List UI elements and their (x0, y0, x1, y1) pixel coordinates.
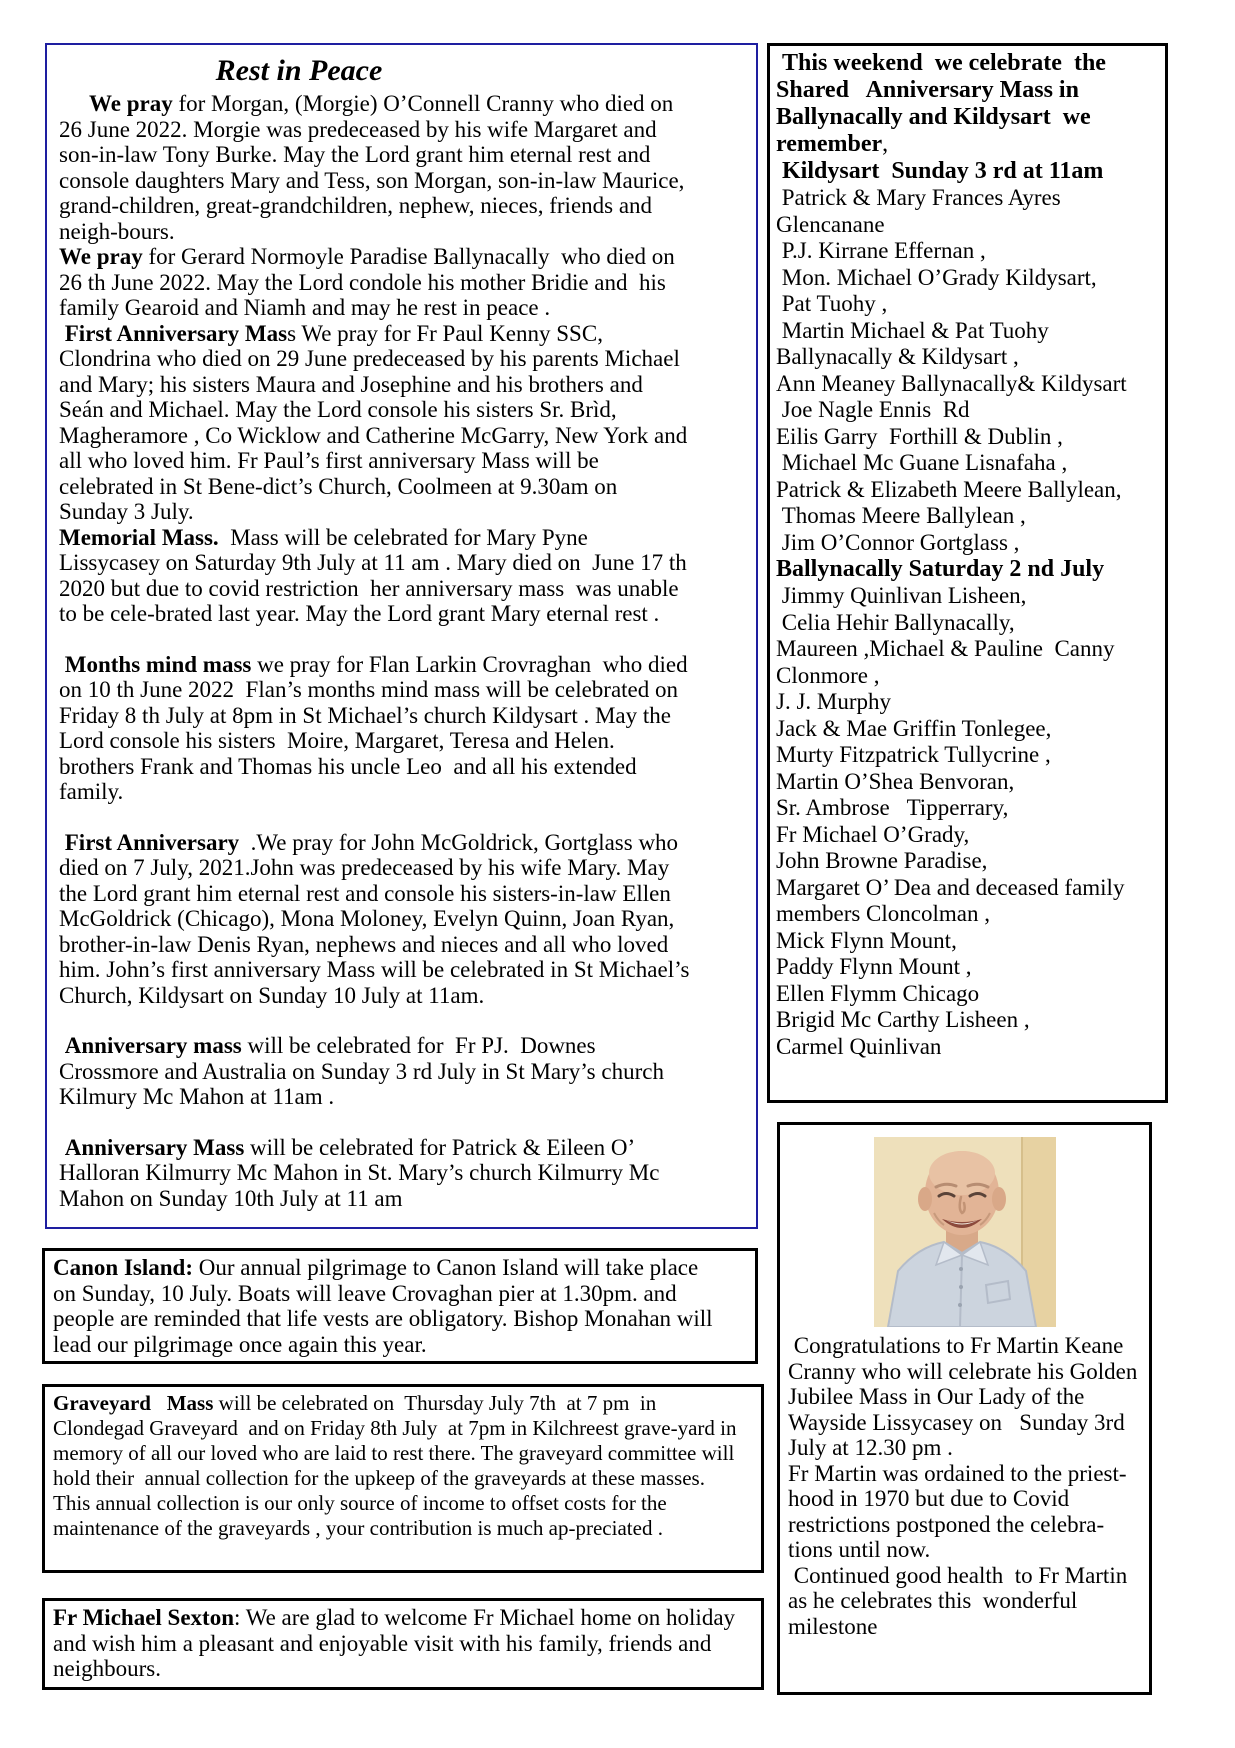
graveyard-mass-box (42, 1384, 764, 1573)
ballynacally-name-list (776, 583, 1158, 1060)
paragraph-lead: Canon Island: (53, 1255, 193, 1280)
paragraph-text: we pray for Flan Larkin Crovraghan who died on 10 th June 2022 Flan’s months mind mass will be celebrated on Friday 8 th July at 8pm in St Michael’s church Kildysart . May the Lord console his sisters Moire, Margaret, Teresa and Helen. brothers Frank and Thomas his uncle Leo and all his extended family. (59, 651, 694, 804)
memorial-name: J. J. Murphy (776, 689, 892, 714)
jubilee-paragraph-good-health: Continued good health to Fr Martin as he celebrates this wonderful milestone (788, 1562, 1133, 1639)
paragraph-text: for Morgan, (Morgie) O’Connell Cranny who died on 26 June 2022. Morgie was predeceased by his wife Margaret and son-in-law Tony Burke. May the Lord grant him eternal rest and console daughters Mary and Tess, son Morgan, son-in-law Maurice, grand-children, great-grandchildren, nephew, nieces, friends and neigh-bours. (59, 91, 691, 244)
memorial-name: Jack & Mae Griffin Tonlegee, (776, 715, 1052, 741)
rest-in-peace-box (45, 43, 758, 1229)
memorial-name: Thomas Meere Ballylean , (776, 503, 1026, 528)
memorial-name: Murty Fitzpatrick Tullycrine , (776, 742, 1051, 767)
fr-martin-portrait-photo (874, 1137, 1056, 1327)
memorial-name: Pat Tuohy , (776, 291, 888, 316)
memorial-name: Ann Meaney Ballynacally& Kildysart (776, 370, 1127, 396)
canon-island-paragraph (53, 1255, 721, 1357)
first-anniversary-fr-paul-paragraph (59, 321, 691, 525)
months-mind-paragraph (59, 651, 694, 805)
paragraph-lead: Memorial Mass. (59, 524, 219, 550)
memorial-name: Joe Nagle Ennis Rd (776, 397, 970, 422)
jubilee-paragraph-congratulations: Congratulations to Fr Martin Keane Cranny who will celebrate his Golden Jubilee Mass in Our Lady of the Wayside Lissycasey on Sunday 3rd July at 12.30 pm . (788, 1333, 1144, 1460)
fr-michael-sexton-paragraph (53, 1605, 741, 1682)
memorial-name: Patrick & Elizabeth Meere Ballylean, (776, 476, 1122, 502)
paragraph-text: .We pray for John McGoldrick, Gortglass who died on 7 July, 2021.John was predeceased by his wife Mary. May the Lord grant him eternal rest and console his sisters-in-law Ellen McGoldrick (Chicago), Mona Moloney, Evelyn Quinn, Joan Ryan, brother-in-law Denis Ryan, nephews and nieces and all who loved him. John’s first anniversary Mass will be celebrated in St Michael’s Church, Kildysart on Sunday 10 July at 11am. (59, 829, 696, 1008)
anniversary-mass-downes-paragraph (59, 1033, 691, 1110)
memorial-name: Maureen ,Michael & Pauline Canny Clonmore , (776, 636, 1121, 688)
paragraph-lead: First Anniversary Mas (59, 320, 288, 346)
memorial-name: Martin Michael & Pat Tuohy Ballynacally & Kildysart , (776, 317, 1055, 369)
first-anniversary-john-paragraph (59, 829, 696, 1009)
paragraph-text: s We pray for Fr Paul Kenny SSC, Clondrina who died on 29 June predeceased by his parents Michael and Mary; his sisters Maura and Josephine and his brothers and Seán and Michael. May the Lord console his sisters Sr. Brìd, Magheramore , Co Wicklow and Catherine McGarry, New York and all who loved him. Fr Paul’s first anniversary Mass will be celebrated in St Bene-dict’s Church, Coolmeen at 9.30am on Sunday 3 July. (59, 320, 693, 524)
paragraph-text: Our annual pilgrimage to Canon Island will take place on Sunday, 10 July. Boats will leave Crovaghan pier at 1.30pm. and people are reminded that life vests are obligatory. Bishop Monahan will lead our pilgrimage once again this year. (53, 1255, 719, 1357)
memorial-name: Martin O’Shea Benvoran, (776, 768, 1015, 794)
kildysart-name-list (776, 185, 1158, 556)
memorial-name: Jim O’Connor Gortglass , (776, 529, 1020, 555)
memorial-mass-paragraph (59, 525, 691, 627)
golden-jubilee-box (777, 1122, 1152, 1695)
memorial-name: Jimmy Quinlivan Lisheen, (776, 583, 1027, 608)
memorial-name: Michael Mc Guane Lisnafaha , (776, 450, 1068, 475)
paragraph-lead: We pray (59, 244, 143, 269)
paragraph-lead: Anniversary Mass (59, 1134, 245, 1160)
paragraph-text: Mass will be celebrated for Mary Pyne Lissycasey on Saturday 9th July at 11 am . Mary died on June 17 th 2020 but due to covid restriction her anniversary mass was unable to be cele-brated last year. May the Lord grant Mary eternal rest . (59, 524, 693, 626)
memorial-name: Sr. Ambrose Tipperrary, (776, 795, 1009, 820)
memorial-name: Mon. Michael O’Grady Kildysart, (776, 264, 1097, 290)
graveyard-mass-paragraph (53, 1391, 742, 1541)
memorial-name: Carmel Quinlivan (776, 1033, 942, 1059)
memorial-name: P.J. Kirrane Effernan , (776, 238, 986, 263)
rest-in-peace-title: Rest in Peace (215, 54, 383, 87)
fr-michael-sexton-box (42, 1598, 764, 1690)
memorial-name: John Browne Paradise, (776, 848, 988, 873)
memorial-name: Patrick & Mary Frances Ayres Glencanane (776, 185, 1067, 237)
obituary-paragraph-gerard (59, 244, 691, 321)
portrait-illustration (874, 1137, 1056, 1327)
paragraph-text: will be celebrated for Patrick & Eileen O’ Halloran Kilmurry Mc Mahon in St. Mary’s church Kilmurry Mc Mahon on Sunday 10th July at 11 am (59, 1134, 666, 1211)
intro-bold-text: This weekend we celebrate the Shared Anniversary Mass in Ballynacally and Kildysart we remember (776, 50, 1112, 157)
memorial-name: Ellen Flymm Chicago (776, 980, 980, 1006)
paragraph-text: will be celebrated for Fr PJ. Downes Crossmore and Australia on Sunday 3 rd July in St Mary’s church Kilmury Mc Mahon at 11am . (59, 1033, 670, 1109)
memorial-name: Eilis Garry Forthill & Dublin , (776, 423, 1063, 449)
kildysart-heading: Kildysart Sunday 3 rd at 11am (776, 158, 1104, 184)
shared-anniversary-intro (776, 50, 1158, 158)
intro-suffix: , (882, 131, 889, 157)
paragraph-text: : We are glad to welcome Fr Michael home on holiday and wish him a pleasant and enjoyable visit with his family, friends and neighbours. (53, 1605, 741, 1681)
shared-anniversary-box (767, 43, 1168, 1103)
paragraph-lead: We pray (89, 91, 173, 116)
memorial-name: Celia Hehir Ballynacally, (776, 609, 1015, 635)
paragraph-lead: Anniversary mass (59, 1033, 242, 1058)
jubilee-paragraph-ordained: Fr Martin was ordained to the priest-hood in 1970 but due to Covid restrictions postponed the celebra-tions until now. (788, 1460, 1127, 1562)
paragraph-text: will be celebrated on Thursday July 7th at 7 pm in Clondegad Graveyard and on Friday 8th July at 7pm in Kilchreest grave-yard in memory of all our loved who are laid to rest there. The graveyard committee will hold their annual collection for the upkeep of the graveyards at these masses. This annual collection is our only source of income to offset costs for the maintenance of the graveyards , your contribution is much ap-preciated . (53, 1391, 742, 1540)
paragraph-lead: Fr Michael Sexton (53, 1605, 234, 1630)
memorial-name: Margaret O’ Dea and deceased family members Cloncolman , (776, 874, 1131, 926)
anniversary-mass-ohalloran-paragraph (59, 1135, 691, 1212)
paragraph-lead: Graveyard Mass (53, 1391, 214, 1415)
memorial-name: Paddy Flynn Mount , (776, 954, 972, 979)
canon-island-box (42, 1248, 758, 1364)
paragraph-text: for Gerard Normoyle Paradise Ballynacally who died on 26 th June 2022. May the Lord condole his mother Bridie and his family Gearoid and Niamh and may he rest in peace . (59, 244, 681, 320)
obituary-paragraph-morgan (59, 91, 691, 244)
memorial-name: Fr Michael O’Grady, (776, 821, 970, 847)
paragraph-lead: Months mind mass (59, 651, 252, 677)
memorial-name: Mick Flynn Mount, (776, 927, 957, 953)
ballynacally-heading: Ballynacally Saturday 2 nd July (776, 556, 1105, 582)
paragraph-lead: First Anniversary (59, 829, 240, 855)
memorial-name: Brigid Mc Carthy Lisheen , (776, 1007, 1030, 1032)
